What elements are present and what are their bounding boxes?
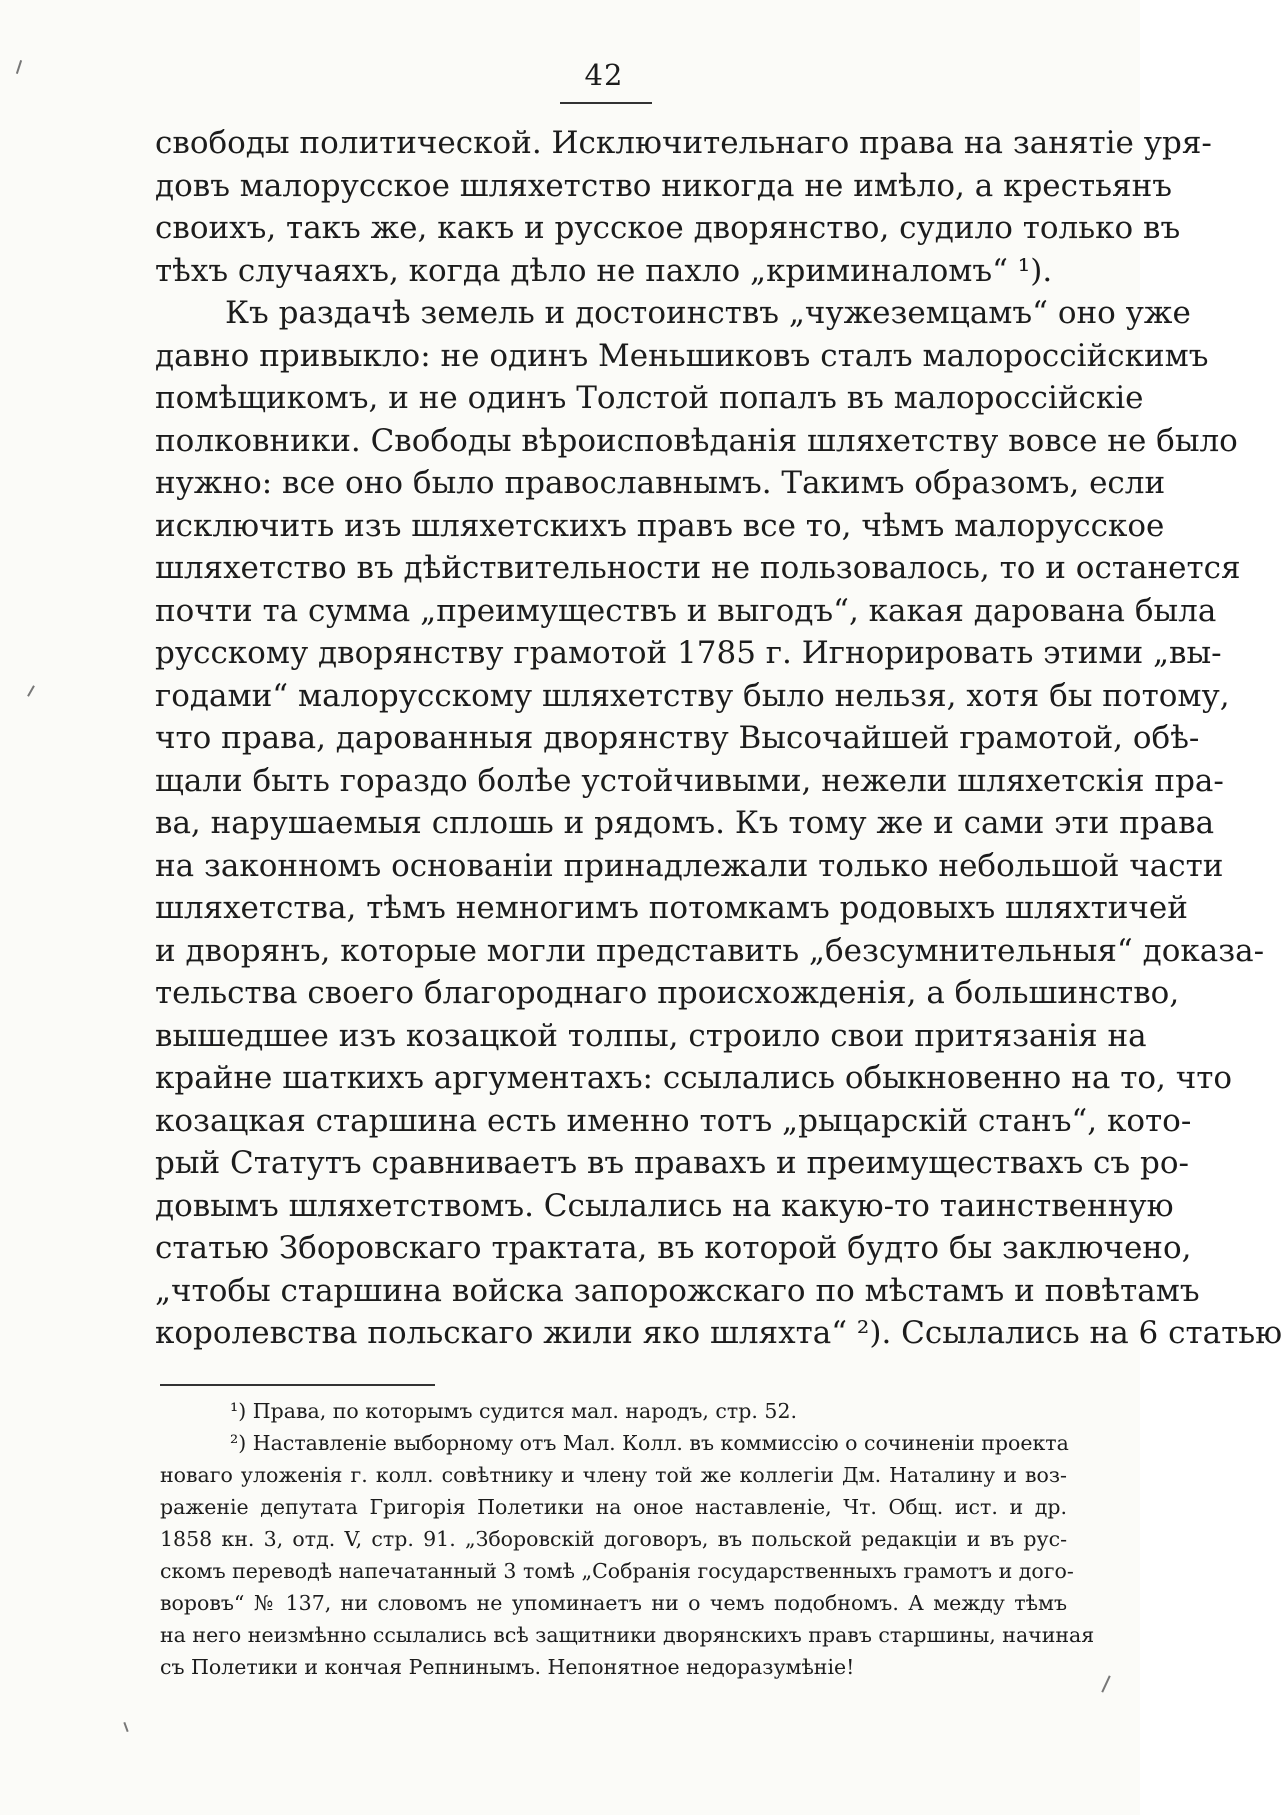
- text-line: почти та сумма „преимуществъ и выгодъ“, какая дарована была: [155, 592, 1217, 629]
- text-line: русскому дворянству грамотой 1785 г. Игнорировать этими „вы-: [155, 635, 1222, 671]
- footnote-line: 1858 кн. 3, отд. V, стр. 91. „Зборовскій договоръ, въ польской редакціи и въ рус-: [160, 1527, 1067, 1551]
- footnote-rule: [160, 1384, 435, 1386]
- footnote-line: воровъ“ № 137, ни словомъ не упоминаетъ ни о чемъ подобномъ. А между тѣмъ: [160, 1591, 1067, 1615]
- footnote-line: съ Полетики и кончая Репнинымъ. Непонятное недоразумѣніе!: [160, 1655, 855, 1679]
- text-line: помѣщикомъ, и не одинъ Толстой попалъ въ малороссійскіе: [155, 380, 1144, 416]
- text-line: тѣхъ случаяхъ, когда дѣло не пахло „криминаломъ“ ¹).: [155, 252, 1053, 289]
- text-line: довымъ шляхетствомъ. Ссылались на какую-то таинственную: [155, 1187, 1174, 1224]
- main-text: [155, 122, 1282, 1355]
- text-line: ва, нарушаемыя сплошь и рядомъ. Къ тому же и сами эти права: [155, 805, 1215, 841]
- text-line: „чтобы старшина войска запорожскаго по мѣстамъ и повѣтамъ: [155, 1272, 1200, 1309]
- text-line: щали быть гораздо болѣе устойчивыми, нежели шляхетскія пра-: [155, 762, 1224, 799]
- footnote-line: ¹) Права, по которымъ судится мал. народъ, стр. 52.: [230, 1399, 798, 1423]
- scan-speck: [16, 60, 22, 74]
- text-line: шляхетство въ дѣйствительности не пользовалось, то и останется: [155, 550, 1241, 586]
- text-line: нужно: все оно было православнымъ. Такимъ образомъ, если: [155, 465, 1166, 501]
- footnotes: [160, 1395, 1095, 1683]
- footnote-line: раженіе депутата Григорія Полетики на оное наставленіе, Чт. Общ. ист. и др.: [160, 1495, 1067, 1519]
- text-line: своихъ, такъ же, какъ и русское дворянство, судило только въ: [155, 210, 1181, 246]
- page-number-rule: [560, 102, 652, 104]
- text-line: на законномъ основаніи принадлежали только небольшой части: [155, 847, 1224, 884]
- text-line: свободы политической. Исключительнаго права на занятіе уря-: [155, 125, 1212, 161]
- scan-speck: [123, 1722, 128, 1732]
- text-line: что права, дарованныя дворянству Высочайшей грамотой, обѣ-: [155, 720, 1200, 756]
- text-line: исключить изъ шляхетскихъ правъ все то, чѣмъ малорусское: [155, 507, 1165, 544]
- text-line: довъ малорусское шляхетство никогда не имѣло, а крестьянъ: [155, 167, 1172, 204]
- footnote-line: скомъ переводѣ напечатанный 3 томѣ „Собранія государственныхъ грамотъ и дого-: [160, 1559, 1074, 1583]
- text-line: вышедшее изъ козацкой толпы, строило свои притязанія на: [155, 1017, 1147, 1054]
- scan-speck: [27, 685, 35, 696]
- text-line: статью Зборовскаго трактата, въ которой будто бы заключено,: [155, 1230, 1192, 1266]
- text-line: королевства польскаго жили яко шляхта“ ²). Ссылались на 6 статью: [155, 1315, 1282, 1351]
- text-line: рый Статутъ сравниваетъ въ правахъ и преимуществахъ съ ро-: [155, 1145, 1189, 1181]
- text-line: давно привыкло: не одинъ Меньшиковъ сталъ малороссійскимъ: [155, 337, 1209, 374]
- text-line: тельства своего благороднаго происхожденія, а большинство,: [155, 975, 1180, 1011]
- text-line: годами“ малорусскому шляхетству было нельзя, хотя бы потому,: [155, 677, 1230, 714]
- text-line: шляхетства, тѣмъ немногимъ потомкамъ родовыхъ шляхтичей: [155, 890, 1188, 926]
- footnote-line: на него неизмѣнно ссылались всѣ защитники дворянскихъ правъ старшины, начиная: [160, 1623, 1095, 1647]
- text-line: полковники. Свободы вѣроисповѣданія шляхетству вовсе не было: [155, 422, 1238, 459]
- text-line: крайне шаткихъ аргументахъ: ссылались обыкновенно на то, что: [155, 1060, 1233, 1096]
- text-line: Къ раздачѣ земель и достоинствъ „чужеземцамъ“ оно уже: [225, 295, 1191, 331]
- scan-speck: [1101, 1675, 1110, 1692]
- text-line: козацкая старшина есть именно тотъ „рыцарскій станъ“, кото-: [155, 1102, 1192, 1139]
- footnote-line: новаго уложенія г. колл. совѣтнику и члену той же коллегіи Дм. Наталину и воз-: [160, 1463, 1067, 1487]
- text-line: и дворянъ, которые могли представить „безсумнительныя“ доказа-: [155, 932, 1265, 969]
- footnote-line: ²) Наставленіе выборному отъ Мал. Колл. въ коммиссію о сочиненіи проекта: [230, 1431, 1069, 1455]
- page-number: 42: [584, 58, 624, 92]
